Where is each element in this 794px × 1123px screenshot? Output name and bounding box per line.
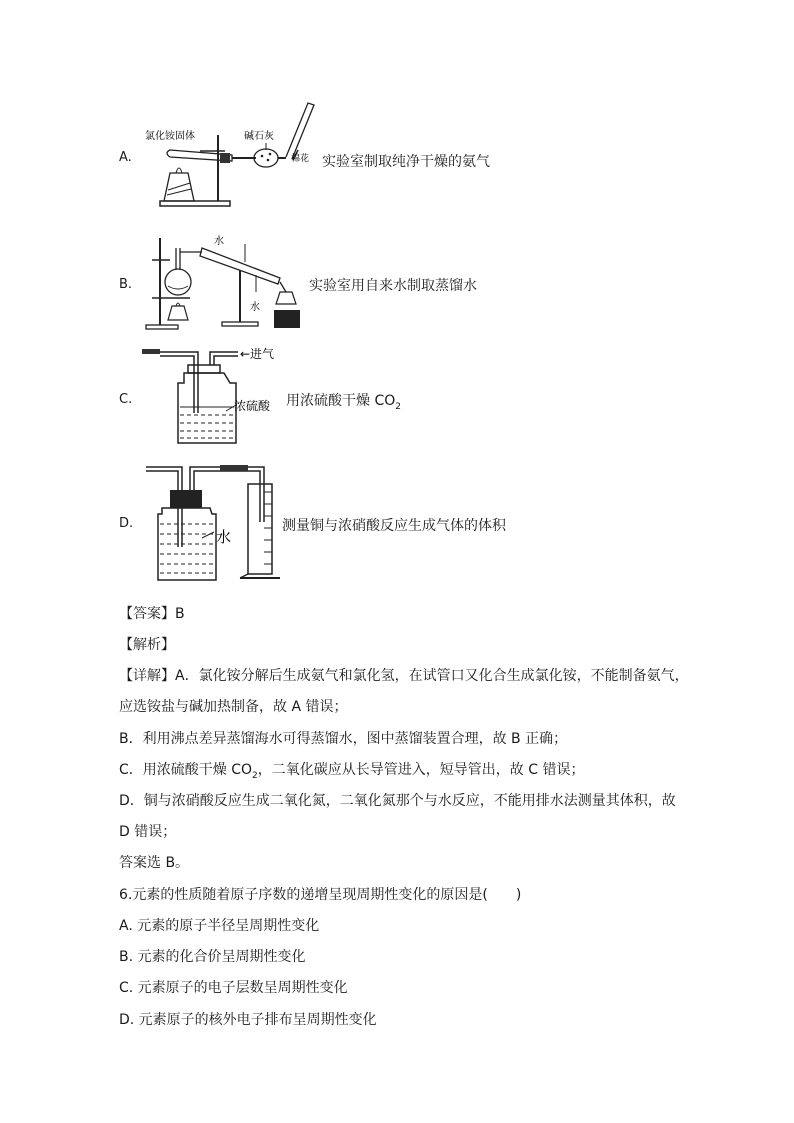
option-b-letter: B. xyxy=(119,277,133,292)
analysis-heading: 【解析】 xyxy=(119,637,175,653)
option-a-letter: A. xyxy=(119,150,132,165)
sulfuric-acid-label: 浓硫酸 xyxy=(234,399,271,413)
option-d-letter: D. xyxy=(119,516,134,531)
water-outlet-label: 水 xyxy=(214,236,224,247)
gas-drying-bottle-diagram xyxy=(140,343,285,448)
gas-volume-measurement-diagram xyxy=(140,462,280,587)
detail-c-line: C．用浓硫酸干燥 $CO_2$，二氧化碳应从长导管进入，短导管出，故 C 错误； xyxy=(119,762,585,781)
option-d-description: 测量铜与浓硝酸反应生成气体的体积 xyxy=(282,518,506,534)
option-c-letter: C. xyxy=(119,392,133,407)
water-label: 水 xyxy=(216,528,232,546)
cotton-label: 棉花 xyxy=(291,154,310,164)
water-inlet-label: 水 xyxy=(250,302,260,313)
conclusion-line: 答案选 B。 xyxy=(119,855,190,871)
choice-d: D. 元素原子的核外电子排布呈周期性变化 xyxy=(119,1012,377,1028)
detail-a-line-2: 应选铵盐与碱加热制备，故 A 错误； xyxy=(119,699,348,715)
detail-b-line: B．利用沸点差异蒸馏海水可得蒸馏水，图中蒸馏装置合理，故 B 正确； xyxy=(119,731,568,747)
detail-d-line-1: D．铜与浓硝酸反应生成二氧化氮，二氧化氮那个与水反应，不能用排水法测量其体积，故 xyxy=(119,793,676,809)
option-c-description: 用浓硫酸干燥 $CO_2$ xyxy=(286,393,401,412)
ammonia-apparatus-diagram xyxy=(140,95,325,215)
ammonium-chloride-label: 氯化铵固体 xyxy=(145,131,195,142)
detail-a-line-1: 【详解】A．氯化铵分解后生成氨气和氯化氢，在试管口又化合生成氯化铵，不能制备氨气， xyxy=(119,668,689,684)
option-b-description: 实验室用自来水制取蒸馏水 xyxy=(309,278,477,294)
option-a-description: 实验室制取纯净干燥的氨气 xyxy=(322,154,490,170)
detail-d-line-2: D 错误； xyxy=(119,824,177,840)
choice-b: B. 元素的化合价呈周期性变化 xyxy=(119,949,306,965)
choice-a: A. 元素的原子半径呈周期性变化 xyxy=(119,918,320,934)
question-stem: 6.元素的性质随着原子序数的递增呈现周期性变化的原因是( ) xyxy=(119,887,522,903)
choice-c: C. 元素原子的电子层数呈周期性变化 xyxy=(119,980,348,996)
answer-line: 【答案】B xyxy=(119,606,185,622)
distillation-apparatus-diagram xyxy=(140,230,305,335)
gas-inlet-label: ←进气 xyxy=(240,347,275,361)
soda-lime-label: 碱石灰 xyxy=(244,131,274,142)
